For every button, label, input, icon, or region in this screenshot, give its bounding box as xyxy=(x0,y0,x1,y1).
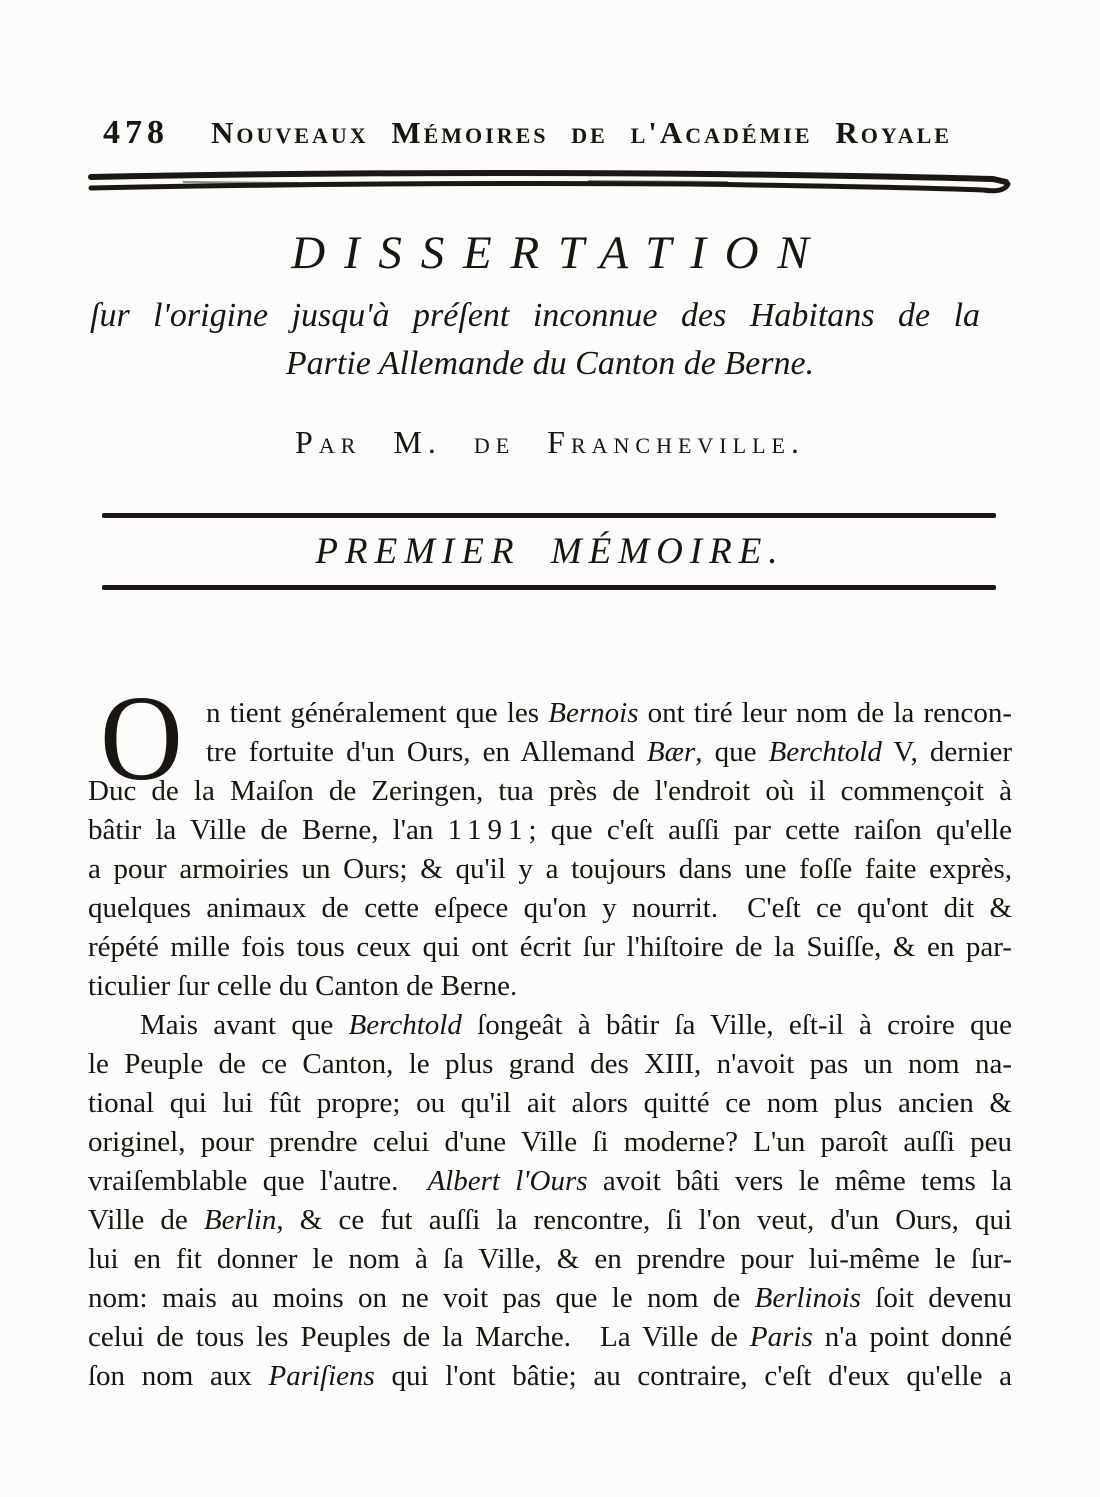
body-line xyxy=(88,1240,1012,1279)
body-line xyxy=(88,1123,1012,1162)
body-line-text: Ville de Berlin, & ce fut auſſi la rencontre, ſi l'on veut, d'un Ours, qui xyxy=(88,1204,1013,1236)
body-line-text: répété mille fois tous ceux qui ont écrit ſur l'hiſtoire de la Suiſſe, & en par- xyxy=(88,931,1012,963)
section-divider-rule-top xyxy=(102,513,996,518)
section-divider-rule-bottom xyxy=(102,585,996,590)
body-line-text: tre fortuite d'un Ours, en Allemand Bær, que Berchtold V, dernier xyxy=(206,736,1013,768)
body-line-text: celui de tous les Peuples de la Marche. La Ville de Paris n'a point donné xyxy=(88,1321,1012,1353)
author-byline: Par M. de Francheville. xyxy=(295,424,805,460)
page-number: 478 xyxy=(103,114,169,151)
body-line xyxy=(88,1318,1012,1357)
running-header xyxy=(103,114,1012,152)
body-line xyxy=(88,1162,1012,1201)
body-line-text: originel, pour prendre celui d'une Ville ſi moderne? L'un paroît auſſi peu xyxy=(88,1126,1013,1158)
body-line xyxy=(88,1045,1012,1084)
body-line-text: nom: mais au moins on ne voit pas que le nom de Berlinois ſoit devenu xyxy=(88,1282,1013,1314)
body-line xyxy=(88,1084,1012,1123)
body-line-text: Mais avant que Berchtold ſongeât à bâtir ſa Ville, eſt-il à croire que xyxy=(140,1009,1012,1041)
body-line-text: Duc de la Maiſon de Zeringen, tua près de l'endroit où il commençoit à xyxy=(88,775,1012,807)
body-line xyxy=(88,928,1012,967)
body-line xyxy=(88,1201,1012,1240)
body-line-text: lui en fit donner le nom à ſa Ville, & en prendre pour lui-même le ſur- xyxy=(88,1243,1012,1275)
body-line xyxy=(88,967,1012,1006)
body-line xyxy=(88,1357,1012,1396)
body-text xyxy=(88,671,1013,1396)
body-line xyxy=(88,811,1012,850)
body-line-text: tional qui lui fût propre; ou qu'il ait alors quitté ce nom plus ancien & xyxy=(88,1087,1012,1119)
engraved-rule xyxy=(88,166,1012,202)
body-line xyxy=(88,1279,1012,1318)
body-line xyxy=(88,694,1012,733)
body-line xyxy=(88,889,1012,928)
subtitle-line-1: ſur l'origine jusqu'à préſent inconnue des Habitans de la xyxy=(90,297,981,334)
body-line-text: ticulier ſur celle du Canton de Berne. xyxy=(88,970,518,1002)
body-line-text: le Peuple de ce Canton, le plus grand des XIII, n'avoit pas un nom na- xyxy=(88,1048,1012,1080)
body-line-text: quelques animaux de cette eſpece qu'on y nourrit. C'eſt ce qu'ont dit & xyxy=(88,892,1013,924)
body-line xyxy=(88,772,1012,811)
dissertation-title: DISSERTATION xyxy=(291,227,828,279)
drop-cap: O xyxy=(100,671,183,806)
body-line xyxy=(88,1006,1012,1045)
body-line-text: n tient généralement que les Bernois ont tiré leur nom de la rencon- xyxy=(206,697,1013,729)
body-line-text: ſon nom aux Pariſiens qui l'ont bâtie; au contraire, c'eſt d'eux qu'elle a xyxy=(88,1360,1012,1392)
body-line-text: vraiſemblable que l'autre. Albert l'Ours avoit bâti vers le même tems la xyxy=(88,1165,1013,1197)
body-line-text: a pour armoiries un Ours; & qu'il y a toujours dans une foſſe faite exprès, xyxy=(88,853,1013,885)
body-line-text: bâtir la Ville de Berne, l'an 1191; que c'eſt auſſi par cette raiſon qu'elle xyxy=(88,814,1013,846)
body-line xyxy=(88,733,1012,772)
body-line xyxy=(88,850,1012,889)
running-title: Nouveaux Mémoires de l'Académie Royale xyxy=(211,115,952,150)
section-heading: PREMIER MÉMOIRE. xyxy=(315,531,785,572)
subtitle-line-2: Partie Allemande du Canton de Berne. xyxy=(285,345,815,382)
